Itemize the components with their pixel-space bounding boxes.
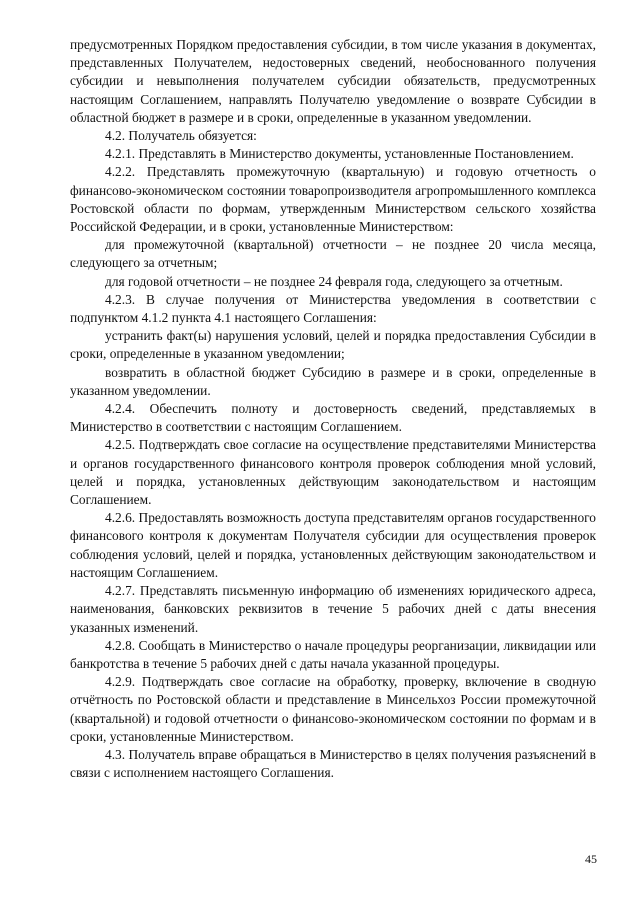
paragraph-4-2-7: 4.2.7. Представлять письменную информацию об изменениях юридического адреса, наименования, банковских реквизитов в течение 5 рабочих дней с даты внесения указанных изменений. [70,583,596,635]
paragraph-continuation: предусмотренных Порядком предоставления субсидии, в том числе указания в документах, представленных Получателем, недостоверных сведений, необоснованного получения субсидии и невыполнения получателем субсидии обязательств, предусмотренных настоящим Соглашением, направлять Получателю уведомление о возврате Субсидии в областной бюджет в размере и в сроки, определенные в указанном уведомлении. [70,37,596,125]
paragraph-4-2-1: 4.2.1. Представлять в Министерство документы, установленные Постановлением. [105,146,574,162]
paragraph-eliminate-violations: устранить факт(ы) нарушения условий, целей и порядка предоставления Субсидии в сроки, определенные в указанном уведомлении; [70,328,596,362]
paragraph-4-2-8: 4.2.8. Сообщать в Министерство о начале процедуры реорганизации, ликвидации или банкротства в течение 5 рабочих дней с даты начала указанной процедуры. [70,637,596,671]
paragraph-4-2-6: 4.2.6. Предоставлять возможность доступа представителям органов государственного финансового контроля к документам Получателя субсидии для осуществления проверок соблюдения условий, целей и порядка, установленных действующим законодательством и настоящим Соглашением. [70,510,596,580]
paragraph-4-2-3: 4.2.3. В случае получения от Министерства уведомления в соответствии с подпунктом 4.1.2 пункта 4.1 настоящего Соглашения: [70,291,596,326]
paragraph-return-subsidy: возвратить в областной бюджет Субсидию в размере и в сроки, определенные в указанном уведомлении. [70,364,596,398]
document-body [70,36,596,782]
paragraph-4-2-9: 4.2.9. Подтверждать свое согласие на обработку, проверку, включение в сводную отчётность по Ростовской области и представление в Минсельхоз России промежуточной (квартальной) и годовой отчетности о финансово-экономическом состоянии по формам и в сроки, установленные Министерством. [70,674,596,744]
page-number: 45 [585,852,597,866]
paragraph-4-3: 4.3. Получатель вправе обращаться в Министерство в целях получения разъяснений в связи с исполнением настоящего Соглашения. [70,746,596,781]
paragraph-annual-deadline: для годовой отчетности – не позднее 24 февраля года, следующего за отчетным. [105,273,563,289]
paragraph-4-2-2: 4.2.2. Представлять промежуточную (квартальную) и годовую отчетность о финансово-экономическом состоянии товаропроизводителя агропромышленного комплекса Ростовской области по формам, утвержденным Министерством сельского хозяйства Российской Федерации, и в сроки, установленные Министерством: [70,164,596,235]
paragraph-4-2-4: 4.2.4. Обеспечить полноту и достоверность сведений, представляемых в Министерство в соответствии с настоящим Соглашением. [70,401,596,435]
paragraph-4-2-5: 4.2.5. Подтверждать свое согласие на осуществление представителями Министерства и органов государственного финансового контроля проверок соблюдения мной условий, целей и порядка, установленных действующим законодательством и настоящим Соглашением. [70,437,596,508]
paragraph-4-2: 4.2. Получатель обязуется: [105,128,257,144]
paragraph-quarterly-deadline: для промежуточной (квартальной) отчетности – не позднее 20 числа месяца, следующего за отчетным; [70,237,596,271]
